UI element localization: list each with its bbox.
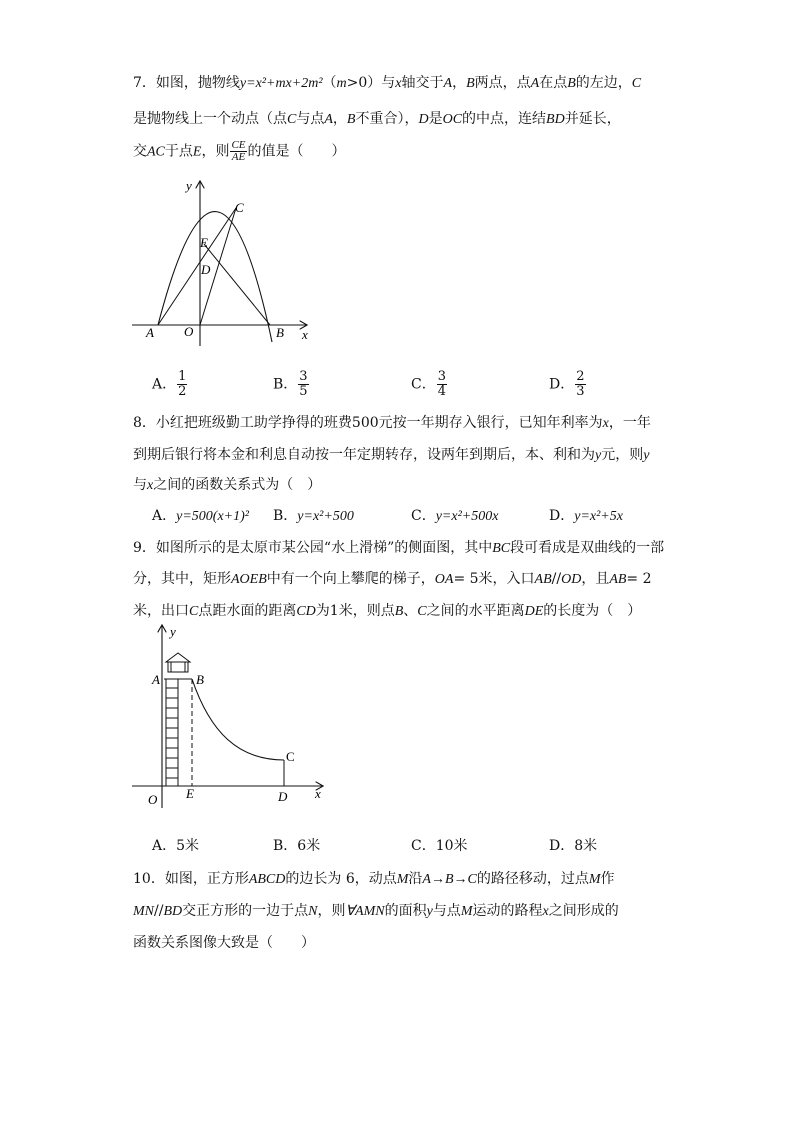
segment-be [204,244,270,325]
q7-stem-line3: 交AC于点E，则 $\frac{CE}{AE}$ 的值是（ ） [133,139,346,163]
label-e: E [200,235,208,250]
label-a: A [152,672,160,687]
q9-stem-line3: 米，出口C点距水面的距离CD为1米，则点B、C之间的水平距离DE的长度为（ ） [133,603,642,619]
label-a: A [146,325,154,340]
label-b: B [276,325,284,340]
label-e: E [186,786,194,801]
q9-slide-figure [128,620,328,812]
q8-stem-line3: 与x之间的函数关系式为（ ） [133,477,322,493]
q8-option-c[interactable]: C．y=x²+500x [411,508,499,524]
q7-stem-line1: 7．如图，抛物线y=x²+mx+2m²（m>0）与x轴交于A，B两点，点A在点B的左边，C [133,75,642,91]
q9-stem-line2: 分，其中，矩形AOEB中有一个向上攀爬的梯子，OA= 5米，入口AB//OD，且AB= 2 [133,571,652,587]
q9-option-d[interactable]: D．8米 [549,838,598,854]
q7-stem-line2: 是抛物线上一个动点（点C与点A，B不重合），D是OC的中点，连结BD并延长， [133,111,621,127]
q7-option-b[interactable]: B． $\frac{3}{5}$ [273,369,308,399]
label-d: D [201,262,211,277]
q7-option-c[interactable]: C． $\frac{3}{4}$ [411,369,446,399]
label-x: x [315,786,321,801]
label-c: C [286,749,295,764]
q8-option-b[interactable]: B．y=x²+500 [273,508,354,524]
tower [164,653,192,679]
label-y: y [170,624,176,639]
q8-option-a[interactable]: A．y=500(x+1)² [152,508,249,524]
q10-stem-line1: 10．如图，正方形ABCD的边长为 6，动点M沿A→B→C的路径移动，过点M作 [133,871,615,887]
q7-option-d[interactable]: D． $\frac{2}{3}$ [549,369,585,399]
q10-stem-line3: 函数关系图像大致是（ ） [133,935,315,951]
label-d: D [278,789,288,804]
q9-option-a[interactable]: A．5米 [152,838,200,854]
q8-option-d[interactable]: D．y=x²+5x [549,508,623,524]
q9-option-c[interactable]: C．10米 [411,838,468,854]
label-o: O [148,792,158,807]
label-o: O [184,324,194,339]
hyperbola-bc [192,679,284,760]
q10-stem-line2: MN//BD交正方形的一边于点N，则∀AMN的面积y与点M运动的路程x之间形成的 [133,903,619,919]
q7-parabola-figure [128,176,318,348]
ratio-fraction: $\frac{CE}{AE}$ [231,139,246,163]
q9-stem-line1: 9．如图所示的是太原市某公园“水上滑梯”的侧面图，其中BC段可看成是双曲线的一部 [133,540,665,556]
label-b: B [196,672,204,687]
ladder [166,679,178,786]
q9-option-b[interactable]: B．6米 [273,838,321,854]
label-c: C [235,200,244,215]
q8-stem-line1: 8．小红把班级勤工助学挣得的班费500元按一年期存入银行，已知年利率为x，一年 [133,415,651,431]
q7-option-a[interactable]: A． $\frac{1}{2}$ [152,369,187,399]
label-y: y [186,178,192,193]
label-x: x [302,327,308,342]
q8-stem-line2: 到期后银行将本金和利息自动按一年定期转存，设两年到期后，本、利和为y元，则y [133,447,650,463]
segment-ac [158,208,236,325]
